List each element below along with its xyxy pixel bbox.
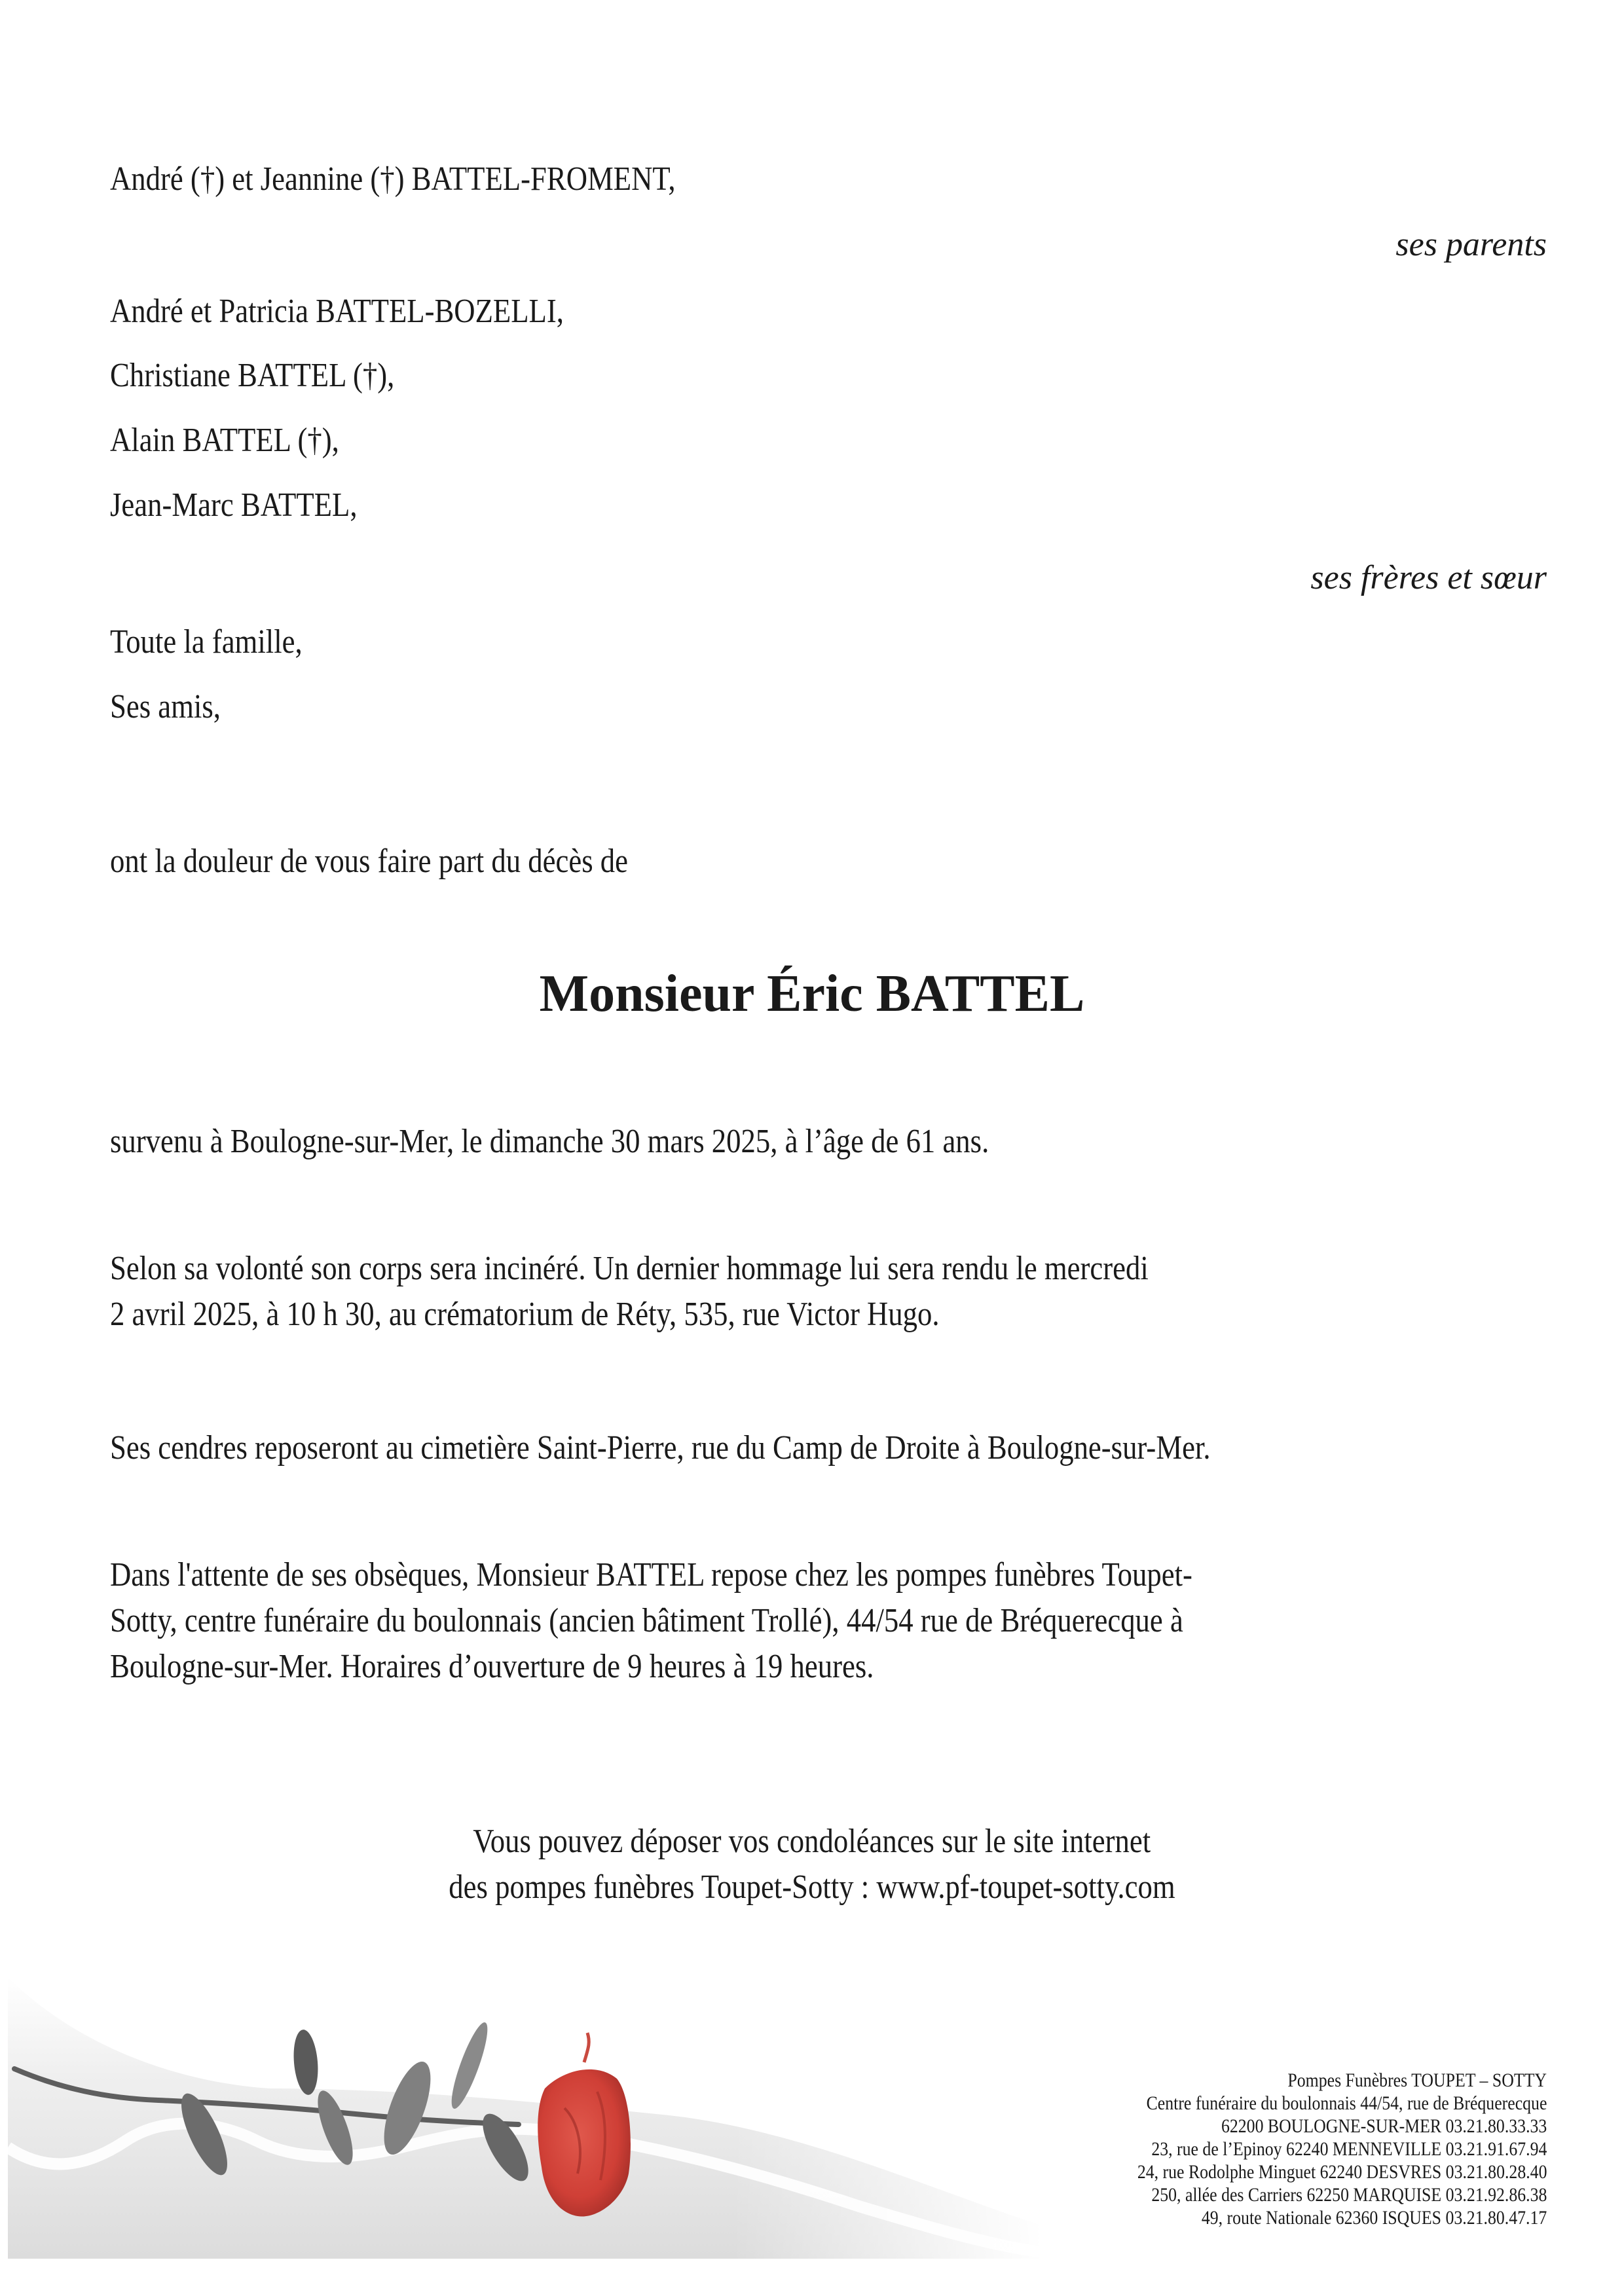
funeral-home-address: Centre funéraire du boulonnais 44/54, rue de Bréquerecque [1146, 2092, 1547, 2114]
funeral-home-branch: 23, rue de l’Epinoy 62240 MENNEVILLE 03.21.91.67.94 [1151, 2138, 1547, 2160]
repose-line: Sotty, centre funéraire du boulonnais (ancien bâtiment Trollé), 44/54 rue de Bréquerecque à [110, 1602, 1183, 1639]
death-line: survenu à Boulogne-sur-Mer, le dimanche 30 mars 2025, à l’âge de 61 ans. [110, 1123, 989, 1160]
family-line: Toute la famille, [110, 623, 303, 661]
condolences-website-line[interactable]: des pompes funèbres Toupet-Sotty : www.pf-toupet-sotty.com [449, 1868, 1175, 1906]
funeral-home-branch: 24, rue Rodolphe Minguet 62240 DESVRES 03.21.80.28.40 [1137, 2161, 1547, 2183]
siblings-label: ses frères et sœur [1310, 559, 1547, 596]
funeral-home-branch: 250, allée des Carriers 62250 MARQUISE 03.21.92.86.38 [1151, 2184, 1547, 2206]
funeral-home-contact [1071, 2069, 1547, 2229]
sibling-line: Christiane BATTEL (†), [110, 357, 395, 394]
ceremony-line: Selon sa volonté son corps sera incinéré. Un dernier hommage lui sera rendu le mercredi [110, 1250, 1149, 1287]
condolences-line: Vous pouvez déposer vos condoléances sur le site internet [473, 1823, 1151, 1860]
funeral-home-address: 62200 BOULOGNE-SUR-MER 03.21.80.33.33 [1221, 2115, 1547, 2137]
sibling-line: André et Patricia BATTEL-BOZELLI, [110, 293, 564, 330]
condolences-block [0, 1819, 1624, 1910]
sibling-line: Alain BATTEL (†), [110, 422, 339, 459]
friends-line: Ses amis, [110, 688, 221, 725]
funeral-home-name: Pompes Funèbres TOUPET – SOTTY [1287, 2069, 1547, 2091]
funeral-home-branch: 49, route Nationale 62360 ISQUES 03.21.80.47.17 [1201, 2207, 1547, 2229]
repose-line: Boulogne-sur-Mer. Horaires d’ouverture de 9 heures à 19 heures. [110, 1648, 874, 1685]
deceased-name: Monsieur Éric BATTEL [539, 965, 1085, 1023]
rose-flower [538, 2069, 631, 2217]
announcement-intro: ont la douleur de vous faire part du décès de [110, 843, 629, 880]
repose-line: Dans l'attente de ses obsèques, Monsieur BATTEL repose chez les pompes funèbres Toupet- [110, 1556, 1192, 1594]
ashes-line: Ses cendres reposeront au cimetière Saint-Pierre, rue du Camp de Droite à Boulogne-sur-Mer. [110, 1429, 1211, 1467]
parents-label: ses parents [1395, 226, 1547, 263]
rose-on-beach-image [8, 1951, 1043, 2285]
parents-line: André (†) et Jeannine (†) BATTEL-FROMENT, [110, 160, 676, 198]
ceremony-line: 2 avril 2025, à 10 h 30, au crématorium de Réty, 535, rue Victor Hugo. [110, 1296, 940, 1333]
sibling-line: Jean-Marc BATTEL, [110, 486, 358, 524]
